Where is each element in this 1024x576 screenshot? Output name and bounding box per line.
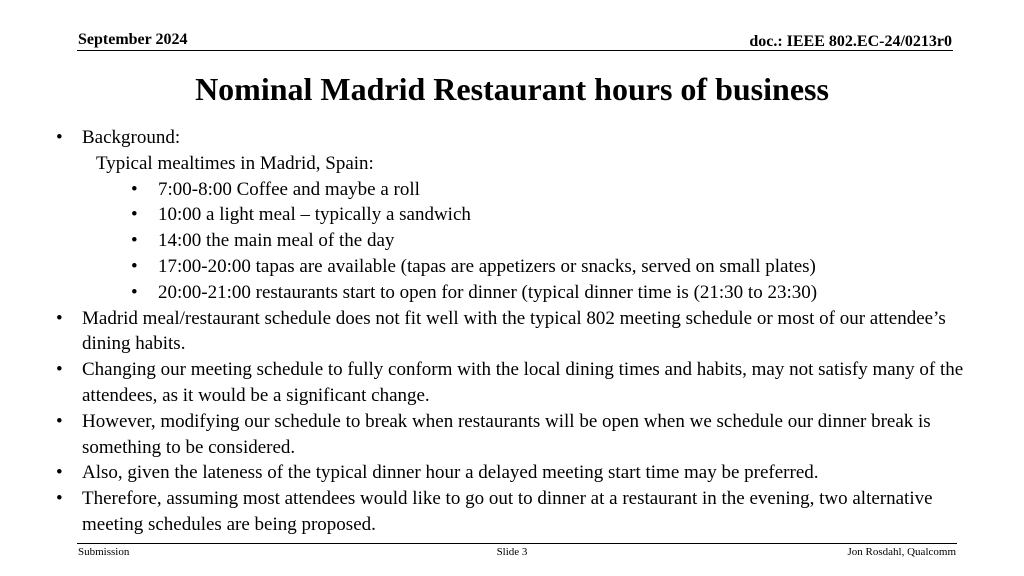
point-text: Changing our meeting schedule to fully conform with the local dining times and habits, may not satisfy many of the attendees, as it would be a significant change. — [82, 359, 964, 406]
bullet-point — [56, 409, 976, 461]
mealtime-text: 7:00-8:00 Coffee and maybe a roll — [158, 178, 420, 200]
background-intro: Typical mealtimes in Madrid, Spain: — [96, 152, 374, 174]
bullet-background — [56, 125, 976, 151]
footer-rule — [77, 543, 957, 544]
bullet-glyph: • — [56, 127, 63, 148]
point-text: However, modifying our schedule to break when restaurants will be open when we schedule our dinner break is something to be considered. — [82, 410, 931, 458]
mealtime-item — [56, 228, 976, 254]
footer-submission: Submission — [78, 546, 130, 558]
background-label: Background: — [82, 127, 181, 148]
mealtime-item — [56, 280, 976, 306]
bullet-point — [56, 306, 976, 358]
bullet-glyph: • — [131, 204, 138, 226]
header-date: September 2024 — [78, 31, 188, 48]
bullet-glyph: • — [56, 359, 63, 381]
slide-body — [56, 125, 976, 538]
header-rule — [77, 50, 953, 51]
bullet-point — [56, 486, 976, 538]
bullet-point — [56, 357, 976, 409]
mealtime-item — [56, 254, 976, 280]
bullet-glyph: • — [56, 307, 63, 329]
bullet-glyph: • — [131, 281, 138, 303]
bullet-glyph: • — [56, 462, 63, 484]
bullet-glyph: • — [131, 178, 138, 200]
bullet-glyph: • — [56, 410, 63, 432]
point-text: Therefore, assuming most attendees would like to go out to dinner at a restaurant in the evening, two alternative meeting schedules are being proposed. — [82, 488, 933, 535]
footer-slide-number: Slide 3 — [496, 546, 528, 558]
slide-title: Nominal Madrid Restaurant hours of business — [195, 71, 829, 107]
point-text: Also, given the lateness of the typical dinner hour a delayed meeting start time may be preferred. — [82, 462, 819, 484]
header-doc-id: doc.: IEEE 802.EC-24/0213r0 — [749, 33, 952, 50]
mealtime-text: 17:00-20:00 tapas are available (tapas are appetizers or snacks, served on small plates) — [158, 255, 816, 277]
bullet-point — [56, 460, 976, 486]
bullet-glyph: • — [131, 255, 138, 277]
bullet-glyph: • — [56, 488, 63, 510]
point-text: Madrid meal/restaurant schedule does not fit well with the typical 802 meeting schedule or most of our attendee’s dining habits. — [82, 307, 946, 355]
footer-author: Jon Rosdahl, Qualcomm — [847, 546, 956, 558]
mealtime-item — [56, 177, 976, 203]
mealtime-item — [56, 202, 976, 228]
mealtime-text: 10:00 a light meal – typically a sandwich — [158, 204, 471, 226]
mealtime-text: 14:00 the main meal of the day — [158, 230, 395, 252]
bullet-glyph: • — [131, 230, 138, 252]
mealtime-text: 20:00-21:00 restaurants start to open for dinner (typical dinner time is (21:30 to 23:30) — [158, 281, 818, 303]
